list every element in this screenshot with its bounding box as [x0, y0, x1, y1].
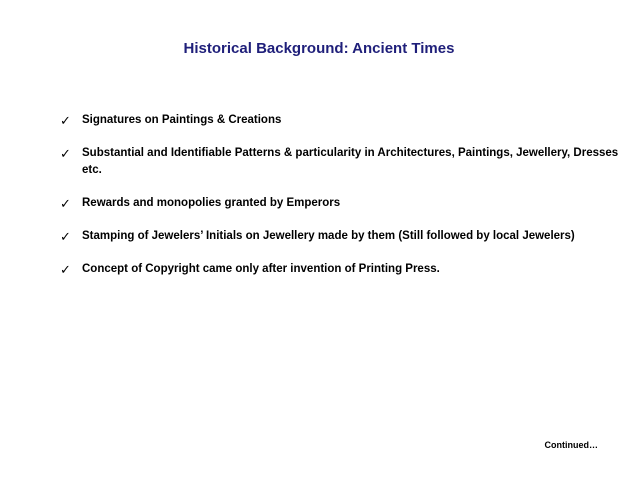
bullet-item: [60, 145, 620, 179]
bullet-list: [60, 112, 620, 294]
continued-label: Continued…: [544, 440, 598, 450]
bullet-text: Signatures on Paintings & Creations: [82, 114, 282, 126]
bullet-text: Concept of Copyright came only after invention of Printing Press.: [82, 263, 440, 275]
bullet-item: [60, 195, 620, 212]
bullet-text: Stamping of Jewelers’ Initials on Jewellery made by them (Still followed by local Jewelers): [82, 230, 575, 242]
check-icon: ✓: [60, 196, 71, 211]
check-icon: ✓: [60, 229, 71, 244]
slide-title: Historical Background: Ancient Times: [183, 40, 455, 57]
bullet-text: Rewards and monopolies granted by Emperors: [82, 197, 341, 209]
check-icon: ✓: [60, 113, 71, 128]
bullet-item: [60, 228, 620, 245]
bullet-text: Substantial and Identifiable Patterns & particularity in Architectures, Paintings, Jewellery, Dresses etc.: [82, 147, 619, 176]
check-icon: ✓: [60, 146, 71, 161]
bullet-item: [60, 112, 620, 129]
check-icon: ✓: [60, 262, 71, 277]
bullet-item: [60, 261, 620, 278]
